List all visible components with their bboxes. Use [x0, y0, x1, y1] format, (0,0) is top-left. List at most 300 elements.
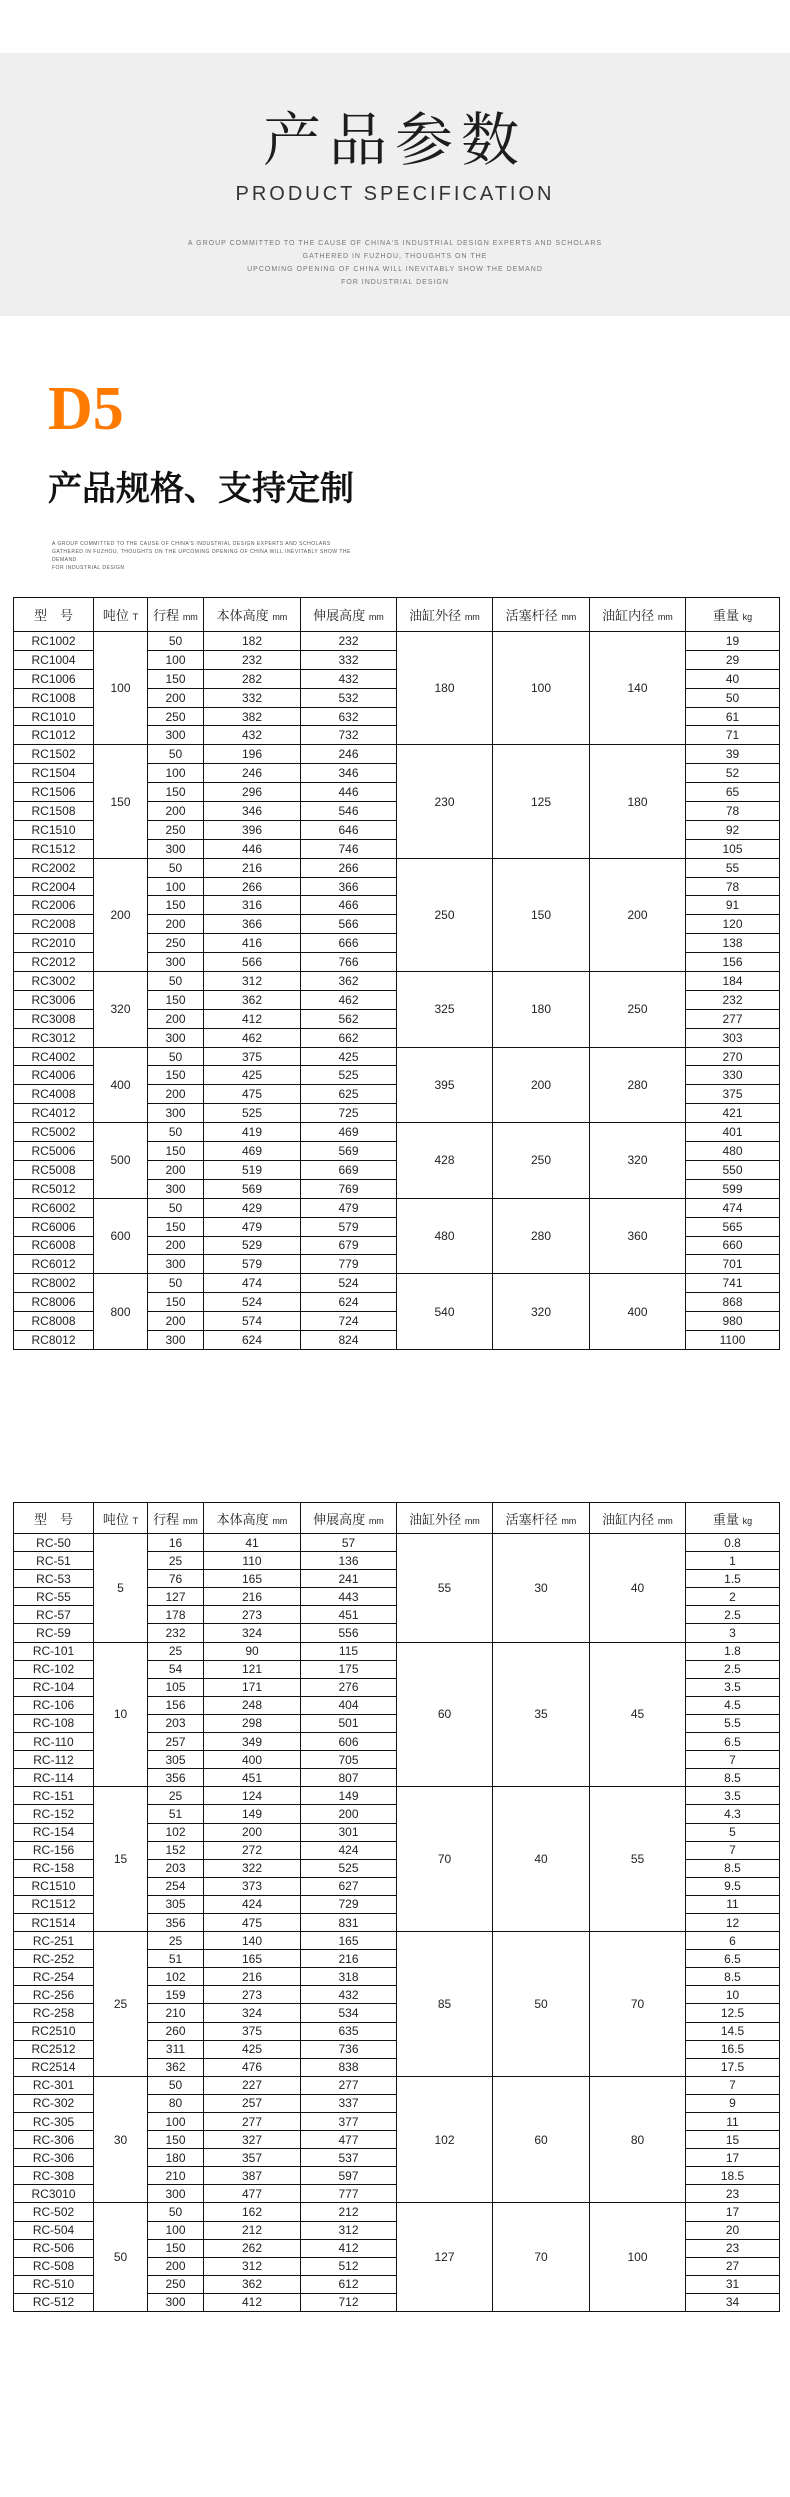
body-height-cell: 324: [204, 1624, 301, 1642]
column-unit: T: [132, 1515, 139, 1526]
extended-height-cell: 443: [301, 1588, 397, 1606]
weight-cell: 8.5: [686, 1968, 780, 1986]
stroke-cell: 300: [148, 953, 204, 972]
table-row: [14, 972, 780, 991]
piston-rod-diameter-cell: 30: [493, 1534, 590, 1643]
weight-cell: 17: [686, 2149, 780, 2167]
cylinder-inner-diameter-cell: 80: [590, 2076, 686, 2203]
cylinder-outer-diameter-cell: 250: [397, 858, 493, 971]
model-cell: RC3012: [14, 1028, 94, 1047]
column-label: 伸展高度: [313, 1511, 366, 1527]
body-height-cell: 257: [204, 2094, 301, 2112]
model-cell: RC-156: [14, 1841, 94, 1859]
piston-rod-diameter-cell: 280: [493, 1198, 590, 1274]
body-height-cell: 579: [204, 1255, 301, 1274]
stroke-cell: 102: [148, 1823, 204, 1841]
tonnage-cell: 5: [94, 1534, 148, 1643]
extended-height-cell: 404: [301, 1696, 397, 1714]
extended-height-cell: 466: [301, 896, 397, 915]
weight-cell: 550: [686, 1160, 780, 1179]
weight-cell: 17.5: [686, 2058, 780, 2076]
extended-height-cell: 635: [301, 2022, 397, 2040]
extended-height-cell: 446: [301, 783, 397, 802]
body-height-cell: 248: [204, 1696, 301, 1714]
weight-cell: 3.5: [686, 1787, 780, 1805]
extended-height-cell: 332: [301, 650, 397, 669]
extended-height-cell: 501: [301, 1714, 397, 1732]
table-row: [14, 632, 780, 651]
column-unit: kg: [742, 1515, 753, 1526]
stroke-cell: 300: [148, 726, 204, 745]
extended-height-cell: 432: [301, 669, 397, 688]
cylinder-inner-diameter-cell: 100: [590, 2203, 686, 2312]
body-height-cell: 519: [204, 1160, 301, 1179]
spec-table-small: [13, 1502, 780, 2312]
column-label: 行程: [153, 608, 180, 623]
fine-print-line: FOR INDUSTRIAL DESIGN: [52, 565, 125, 571]
tonnage-cell: 100: [94, 632, 148, 745]
weight-cell: 270: [686, 1047, 780, 1066]
piston-rod-diameter-cell: 60: [493, 2076, 590, 2203]
extended-height-cell: 362: [301, 972, 397, 991]
piston-rod-diameter-cell: 320: [493, 1274, 590, 1350]
cylinder-inner-diameter-cell: 360: [590, 1198, 686, 1274]
cylinder-inner-diameter-cell: 70: [590, 1932, 686, 2077]
extended-height-cell: 569: [301, 1142, 397, 1161]
body-height-cell: 476: [204, 2058, 301, 2076]
body-height-cell: 200: [204, 1823, 301, 1841]
weight-cell: 303: [686, 1028, 780, 1047]
column-header: [686, 1503, 780, 1534]
table-header: [14, 598, 780, 632]
weight-cell: 8.5: [686, 1769, 780, 1787]
stroke-cell: 257: [148, 1733, 204, 1751]
body-height-cell: 90: [204, 1642, 301, 1660]
cylinder-outer-diameter-cell: 55: [397, 1534, 493, 1643]
weight-cell: 7: [686, 2076, 780, 2094]
table-row: [14, 2203, 780, 2221]
column-label: 吨位: [102, 1511, 129, 1527]
piston-rod-diameter-cell: 100: [493, 632, 590, 745]
stroke-cell: 305: [148, 1751, 204, 1769]
extended-height-cell: 838: [301, 2058, 397, 2076]
extended-height-cell: 57: [301, 1534, 397, 1552]
model-cell: RC2004: [14, 877, 94, 896]
cylinder-outer-diameter-cell: 60: [397, 1642, 493, 1787]
model-cell: RC8008: [14, 1312, 94, 1331]
body-height-cell: 273: [204, 1606, 301, 1624]
body-height-cell: 171: [204, 1678, 301, 1696]
weight-cell: 12: [686, 1913, 780, 1931]
extended-height-cell: 425: [301, 1047, 397, 1066]
weight-cell: 91: [686, 896, 780, 915]
stroke-cell: 150: [148, 1066, 204, 1085]
model-cell: RC-101: [14, 1642, 94, 1660]
weight-cell: 1.8: [686, 1642, 780, 1660]
column-header: [493, 1503, 590, 1534]
tonnage-cell: 320: [94, 972, 148, 1048]
stroke-cell: 156: [148, 1696, 204, 1714]
model-cell: RC3010: [14, 2185, 94, 2203]
body-height-cell: 149: [204, 1805, 301, 1823]
body-height-cell: 298: [204, 1714, 301, 1732]
body-height-cell: 332: [204, 688, 301, 707]
weight-cell: 27: [686, 2257, 780, 2275]
extended-height-cell: 831: [301, 1913, 397, 1931]
extended-height-cell: 537: [301, 2149, 397, 2167]
column-unit: mm: [561, 1515, 577, 1526]
model-cell: RC-504: [14, 2221, 94, 2239]
column-header: [14, 598, 94, 632]
column-label: 行程: [153, 1511, 180, 1527]
tonnage-cell: 30: [94, 2076, 148, 2203]
stroke-cell: 50: [148, 2076, 204, 2094]
weight-cell: 701: [686, 1255, 780, 1274]
weight-cell: 2.5: [686, 1606, 780, 1624]
weight-cell: 31: [686, 2275, 780, 2293]
stroke-cell: 180: [148, 2149, 204, 2167]
weight-cell: 565: [686, 1217, 780, 1236]
stroke-cell: 300: [148, 839, 204, 858]
model-cell: RC3002: [14, 972, 94, 991]
body-height-cell: 362: [204, 2275, 301, 2293]
extended-height-cell: 377: [301, 2113, 397, 2131]
weight-cell: 660: [686, 1236, 780, 1255]
model-cell: RC6012: [14, 1255, 94, 1274]
weight-cell: 10: [686, 1986, 780, 2004]
model-cell: RC1006: [14, 669, 94, 688]
extended-height-cell: 824: [301, 1330, 397, 1349]
body-height-cell: 451: [204, 1769, 301, 1787]
extended-height-cell: 175: [301, 1660, 397, 1678]
stroke-cell: 250: [148, 934, 204, 953]
extended-height-cell: 212: [301, 2203, 397, 2221]
weight-cell: 232: [686, 990, 780, 1009]
model-cell: RC2002: [14, 858, 94, 877]
weight-cell: 3: [686, 1624, 780, 1642]
weight-cell: 1.5: [686, 1570, 780, 1588]
column-header: [94, 1503, 148, 1534]
cylinder-inner-diameter-cell: 280: [590, 1047, 686, 1123]
tonnage-cell: 200: [94, 858, 148, 971]
extended-height-cell: 115: [301, 1642, 397, 1660]
banner-tagline: [0, 237, 790, 289]
tonnage-cell: 500: [94, 1123, 148, 1199]
page-title: 产品参数: [262, 106, 527, 174]
column-label: 吨位: [102, 608, 129, 623]
weight-cell: 3.5: [686, 1678, 780, 1696]
weight-cell: 4.3: [686, 1805, 780, 1823]
cylinder-inner-diameter-cell: 45: [590, 1642, 686, 1787]
column-label: 活塞杆径: [505, 608, 558, 623]
cylinder-inner-diameter-cell: 200: [590, 858, 686, 971]
body-height-cell: 366: [204, 915, 301, 934]
weight-cell: 980: [686, 1312, 780, 1331]
tonnage-cell: 10: [94, 1642, 148, 1787]
column-unit: mm: [272, 612, 288, 622]
body-height-cell: 400: [204, 1751, 301, 1769]
cylinder-outer-diameter-cell: 540: [397, 1274, 493, 1350]
cylinder-inner-diameter-cell: 55: [590, 1787, 686, 1932]
model-cell: RC-112: [14, 1751, 94, 1769]
body-height-cell: 196: [204, 745, 301, 764]
tagline-line: GATHERED IN FUZHOU, THOUGHTS ON THE: [302, 253, 488, 260]
extended-height-cell: 724: [301, 1312, 397, 1331]
extended-height-cell: 769: [301, 1179, 397, 1198]
model-cell: RC1512: [14, 1895, 94, 1913]
tonnage-cell: 600: [94, 1198, 148, 1274]
column-label: 重量: [712, 1511, 739, 1527]
weight-cell: 330: [686, 1066, 780, 1085]
model-cell: RC-258: [14, 2004, 94, 2022]
model-cell: RC-57: [14, 1606, 94, 1624]
weight-cell: 105: [686, 839, 780, 858]
body-height-cell: 387: [204, 2167, 301, 2185]
model-cell: RC-59: [14, 1624, 94, 1642]
body-height-cell: 272: [204, 1841, 301, 1859]
model-cell: RC8006: [14, 1293, 94, 1312]
weight-cell: 1: [686, 1552, 780, 1570]
model-cell: RC2012: [14, 953, 94, 972]
weight-cell: 16.5: [686, 2040, 780, 2058]
stroke-cell: 127: [148, 1588, 204, 1606]
model-cell: RC2006: [14, 896, 94, 915]
extended-height-cell: 679: [301, 1236, 397, 1255]
extended-height-cell: 525: [301, 1859, 397, 1877]
model-cell: RC1512: [14, 839, 94, 858]
extended-height-cell: 746: [301, 839, 397, 858]
model-cell: RC5008: [14, 1160, 94, 1179]
weight-cell: 40: [686, 669, 780, 688]
body-height-cell: 121: [204, 1660, 301, 1678]
model-cell: RC-50: [14, 1534, 94, 1552]
weight-cell: 78: [686, 802, 780, 821]
column-header: [301, 1503, 397, 1534]
model-cell: RC8002: [14, 1274, 94, 1293]
stroke-cell: 105: [148, 1678, 204, 1696]
body-height-cell: 424: [204, 1895, 301, 1913]
body-height-cell: 412: [204, 1009, 301, 1028]
weight-cell: 65: [686, 783, 780, 802]
stroke-cell: 159: [148, 1986, 204, 2004]
extended-height-cell: 632: [301, 707, 397, 726]
model-cell: RC2510: [14, 2022, 94, 2040]
stroke-cell: 200: [148, 1312, 204, 1331]
column-unit: mm: [182, 1515, 198, 1526]
column-unit: mm: [657, 612, 673, 622]
weight-cell: 868: [686, 1293, 780, 1312]
stroke-cell: 150: [148, 1142, 204, 1161]
model-cell: RC-308: [14, 2167, 94, 2185]
body-height-cell: 165: [204, 1570, 301, 1588]
weight-cell: 2: [686, 1588, 780, 1606]
extended-height-cell: 777: [301, 2185, 397, 2203]
body-height-cell: 375: [204, 2022, 301, 2040]
column-header: [204, 1503, 301, 1534]
model-cell: RC6008: [14, 1236, 94, 1255]
column-unit: mm: [368, 612, 384, 622]
stroke-cell: 300: [148, 1179, 204, 1198]
stroke-cell: 150: [148, 1293, 204, 1312]
column-header: [204, 598, 301, 632]
weight-cell: 23: [686, 2239, 780, 2257]
body-height-cell: 524: [204, 1293, 301, 1312]
stroke-cell: 300: [148, 1104, 204, 1123]
weight-cell: 23: [686, 2185, 780, 2203]
model-cell: RC-506: [14, 2239, 94, 2257]
body-height-cell: 375: [204, 1047, 301, 1066]
model-cell: RC1506: [14, 783, 94, 802]
model-cell: RC1008: [14, 688, 94, 707]
weight-cell: 55: [686, 858, 780, 877]
model-cell: RC8012: [14, 1330, 94, 1349]
table-row: [14, 745, 780, 764]
extended-height-cell: 216: [301, 1950, 397, 1968]
body-height-cell: 110: [204, 1552, 301, 1570]
stroke-cell: 210: [148, 2167, 204, 2185]
extended-height-cell: 301: [301, 1823, 397, 1841]
body-height-cell: 216: [204, 858, 301, 877]
table-header: [14, 1503, 780, 1534]
stroke-cell: 300: [148, 1330, 204, 1349]
model-cell: RC-102: [14, 1660, 94, 1678]
piston-rod-diameter-cell: 50: [493, 1932, 590, 2077]
model-cell: RC-108: [14, 1714, 94, 1732]
body-height-cell: 296: [204, 783, 301, 802]
body-height-cell: 475: [204, 1085, 301, 1104]
weight-cell: 18.5: [686, 2167, 780, 2185]
extended-height-cell: 612: [301, 2275, 397, 2293]
extended-height-cell: 705: [301, 1751, 397, 1769]
column-header: [686, 598, 780, 632]
weight-cell: 11: [686, 1895, 780, 1913]
extended-height-cell: 736: [301, 2040, 397, 2058]
body-height-cell: 357: [204, 2149, 301, 2167]
model-cell: RC1510: [14, 820, 94, 839]
weight-cell: 19: [686, 632, 780, 651]
body-height-cell: 182: [204, 632, 301, 651]
body-height-cell: 412: [204, 2293, 301, 2311]
body-height-cell: 277: [204, 2113, 301, 2131]
cylinder-outer-diameter-cell: 180: [397, 632, 493, 745]
cylinder-inner-diameter-cell: 180: [590, 745, 686, 858]
model-cell: RC-152: [14, 1805, 94, 1823]
weight-cell: 15: [686, 2131, 780, 2149]
model-cell: RC5002: [14, 1123, 94, 1142]
body-height-cell: 273: [204, 1986, 301, 2004]
model-cell: RC-256: [14, 1986, 94, 2004]
weight-cell: 9: [686, 2094, 780, 2112]
weight-cell: 7: [686, 1841, 780, 1859]
table-row: [14, 1198, 780, 1217]
weight-cell: 14.5: [686, 2022, 780, 2040]
column-unit: kg: [742, 612, 753, 622]
weight-cell: 11: [686, 2113, 780, 2131]
column-label: 油缸外径: [409, 608, 462, 623]
column-unit: mm: [464, 612, 480, 622]
model-cell: RC2008: [14, 915, 94, 934]
stroke-cell: 300: [148, 1255, 204, 1274]
stroke-cell: 200: [148, 1009, 204, 1028]
body-height-cell: 373: [204, 1877, 301, 1895]
body-height-cell: 312: [204, 2257, 301, 2275]
table-row: [14, 1932, 780, 1950]
column-label: 型 号: [33, 1511, 73, 1527]
body-height-cell: 262: [204, 2239, 301, 2257]
table-row: [14, 2076, 780, 2094]
extended-height-cell: 562: [301, 1009, 397, 1028]
weight-cell: 120: [686, 915, 780, 934]
extended-height-cell: 546: [301, 802, 397, 821]
extended-height-cell: 246: [301, 745, 397, 764]
stroke-cell: 178: [148, 1606, 204, 1624]
extended-height-cell: 566: [301, 915, 397, 934]
cylinder-outer-diameter-cell: 395: [397, 1047, 493, 1123]
stroke-cell: 50: [148, 858, 204, 877]
model-cell: RC-104: [14, 1678, 94, 1696]
extended-height-cell: 469: [301, 1123, 397, 1142]
weight-cell: 741: [686, 1274, 780, 1293]
body-height-cell: 216: [204, 1968, 301, 1986]
stroke-cell: 300: [148, 2293, 204, 2311]
stroke-cell: 50: [148, 1198, 204, 1217]
cylinder-outer-diameter-cell: 325: [397, 972, 493, 1048]
fine-print-line: GATHERED IN FUZHOU, THOUGHTS ON THE UPCOMING OPENING OF CHINA WILL INEVITABLY SHOW THE DEMAND: [52, 549, 351, 563]
model-cell: RC6006: [14, 1217, 94, 1236]
tonnage-cell: 150: [94, 745, 148, 858]
body-height-cell: 416: [204, 934, 301, 953]
model-cell: RC1508: [14, 802, 94, 821]
extended-height-cell: 532: [301, 688, 397, 707]
extended-height-cell: 232: [301, 632, 397, 651]
extended-height-cell: 766: [301, 953, 397, 972]
body-height-cell: 566: [204, 953, 301, 972]
extended-height-cell: 451: [301, 1606, 397, 1624]
extended-height-cell: 597: [301, 2167, 397, 2185]
stroke-cell: 200: [148, 688, 204, 707]
weight-cell: 20: [686, 2221, 780, 2239]
piston-rod-diameter-cell: 200: [493, 1047, 590, 1123]
body-height-cell: 140: [204, 1932, 301, 1950]
body-height-cell: 477: [204, 2185, 301, 2203]
stroke-cell: 51: [148, 1805, 204, 1823]
model-cell: RC-302: [14, 2094, 94, 2112]
stroke-cell: 200: [148, 1160, 204, 1179]
spec-table-large: [13, 597, 780, 1350]
model-cell: RC4002: [14, 1047, 94, 1066]
cylinder-outer-diameter-cell: 70: [397, 1787, 493, 1932]
body-height-cell: 349: [204, 1733, 301, 1751]
column-header: [148, 598, 204, 632]
stroke-cell: 25: [148, 1552, 204, 1570]
table-row: [14, 1642, 780, 1660]
stroke-cell: 152: [148, 1841, 204, 1859]
stroke-cell: 25: [148, 1932, 204, 1950]
column-header: [493, 598, 590, 632]
model-cell: RC1010: [14, 707, 94, 726]
model-cell: RC-154: [14, 1823, 94, 1841]
stroke-cell: 203: [148, 1859, 204, 1877]
model-cell: RC-301: [14, 2076, 94, 2094]
stroke-cell: 232: [148, 1624, 204, 1642]
model-cell: RC-251: [14, 1932, 94, 1950]
column-unit: mm: [561, 612, 577, 622]
column-header: [301, 598, 397, 632]
stroke-cell: 260: [148, 2022, 204, 2040]
header-row: [14, 1503, 780, 1534]
tagline-line: A GROUP COMMITTED TO THE CAUSE OF CHINA'S INDUSTRIAL DESIGN EXPERTS AND SCHOLARS: [187, 240, 603, 247]
weight-cell: 52: [686, 764, 780, 783]
